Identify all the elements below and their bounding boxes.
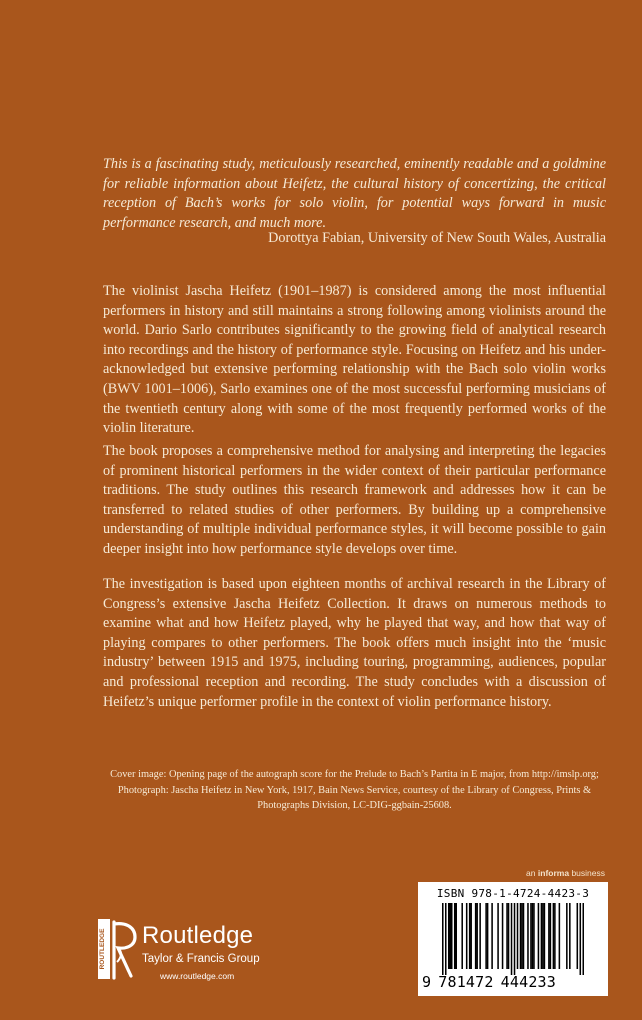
cover-image-credit: Cover image: Opening page of the autograph score for the Prelude to Bach’s Partita in E major, from http://imslp.org; Photograph: Jascha Heifetz in New York, 1917, Bain News Service, courtesy of the Library of Congress, Prints & Photographs Division, LC-DIG-ggbain-25608. xyxy=(110,769,599,811)
publisher-url: www.routledge.com xyxy=(160,971,235,981)
barcode-bar xyxy=(451,903,453,969)
barcode-bar xyxy=(523,903,525,969)
description-paragraph-2: The book proposes a comprehensive method for analysing and interpreting the legacies of prominent historical performers in the wider context of their particular performance traditions. The study outlines this research framework and addresses how it can be transferred to related studies of other performers. By building up a comprehensive understanding of multiple individual performance styles, it will become possible to gain deeper insight into how performance style develops over time. xyxy=(103,443,606,557)
barcode-bar xyxy=(445,903,447,975)
barcode-bar xyxy=(530,903,532,969)
barcode-bar xyxy=(476,903,478,969)
barcode-bar xyxy=(491,903,493,969)
barcode-bar xyxy=(566,903,568,969)
barcode-bar xyxy=(475,903,477,969)
barcode-bar xyxy=(550,903,552,969)
barcode-bar xyxy=(454,903,456,969)
barcode-bar xyxy=(455,903,457,969)
barcode-bar xyxy=(569,903,571,969)
informa-business-tag: an informa business xyxy=(526,868,605,878)
barcode-bar xyxy=(508,903,510,969)
barcode-bar xyxy=(469,903,471,969)
barcode-bar xyxy=(448,903,450,969)
barcode-bar xyxy=(580,903,582,975)
barcode-bar xyxy=(514,903,516,975)
barcode-bar xyxy=(497,903,499,969)
barcode-bar xyxy=(479,903,481,969)
barcode-bar xyxy=(470,903,472,969)
barcode-bar xyxy=(449,903,451,969)
barcode-bar xyxy=(506,903,508,969)
isbn-label: ISBN 978-1-4724-4423-3 xyxy=(436,887,590,900)
barcode-bar xyxy=(577,903,579,969)
barcode-digits-left: 781472 xyxy=(438,973,494,991)
barcode-digit-first: 9 xyxy=(422,973,432,991)
barcode-bar xyxy=(548,903,550,969)
barcode-bar xyxy=(461,903,463,969)
barcode-bar xyxy=(511,903,513,975)
endorsement-quote: This is a fascinating study, meticulously researched, eminently readable and a goldmine for reliable information about Heifetz, the cultural history of concertizing, the critical reception of Bach’s works for solo violin, for potential ways forward in music performance research, and much more. xyxy=(103,156,606,231)
barcode-bar xyxy=(521,903,523,969)
barcode-bar xyxy=(487,903,489,969)
barcode-digits-right: 444233 xyxy=(500,973,557,991)
barcode-graphic xyxy=(442,903,584,975)
barcode-bar xyxy=(559,903,561,969)
isbn-barcode-panel xyxy=(418,882,608,996)
barcode-bar xyxy=(517,903,519,969)
barcode-bar xyxy=(538,903,540,969)
barcode-bar xyxy=(533,903,535,969)
publisher-group: Taylor & Francis Group xyxy=(142,953,260,965)
barcode-bar xyxy=(527,903,529,969)
barcode-bar xyxy=(541,903,543,969)
barcode-bar xyxy=(542,903,544,969)
description-paragraph-1: The violinist Jascha Heifetz (1901–1987) is considered among the most influential performers in history and still maintains a strong following among violinists around the world. Dario Sarlo contributes significantly to the growing field of analytical research into recordings and the history of performance style. Focusing on Heifetz and his under-acknowledged but extensive performing relationship with the Bach solo violin works (BWV 1001–1006), Sarlo examines one of the most successful performing musicians of the twentieth century along with some of the most frequently performed works of the violin literature. xyxy=(103,283,606,437)
barcode-bar xyxy=(544,903,546,969)
barcode-digits xyxy=(422,973,604,991)
routledge-logo-icon xyxy=(97,918,139,980)
barcode-bar xyxy=(554,903,556,969)
barcode-bar xyxy=(485,903,487,969)
svg-text:ROUTLEDGE: ROUTLEDGE xyxy=(99,928,106,970)
barcode-bar xyxy=(532,903,534,969)
barcode-bar xyxy=(583,903,584,975)
publisher-name: Routledge xyxy=(142,922,254,949)
barcode-bar xyxy=(502,903,504,969)
barcode-bar xyxy=(466,903,468,969)
barcode-bar xyxy=(553,903,555,969)
description-paragraph-3: The investigation is based upon eighteen months of archival research in the Library of Congress’s extensive Jascha Heifetz Collection. It draws on numerous methods to examine what and how Heifetz played, why he played that way, and how that way of playing compares to other performers. The book offers much insight into the ‘music industry’ between 1915 and 1975, including touring, programming, audiences, popular and professional reception and recording. The study concludes with a discussion of Heifetz’s unique performer profile in the context of violin performance history. xyxy=(103,576,606,710)
endorsement-attribution: Dorottya Fabian, University of New South Wales, Australia xyxy=(268,230,606,246)
barcode-bar xyxy=(520,903,522,969)
barcode-bar xyxy=(442,903,444,975)
